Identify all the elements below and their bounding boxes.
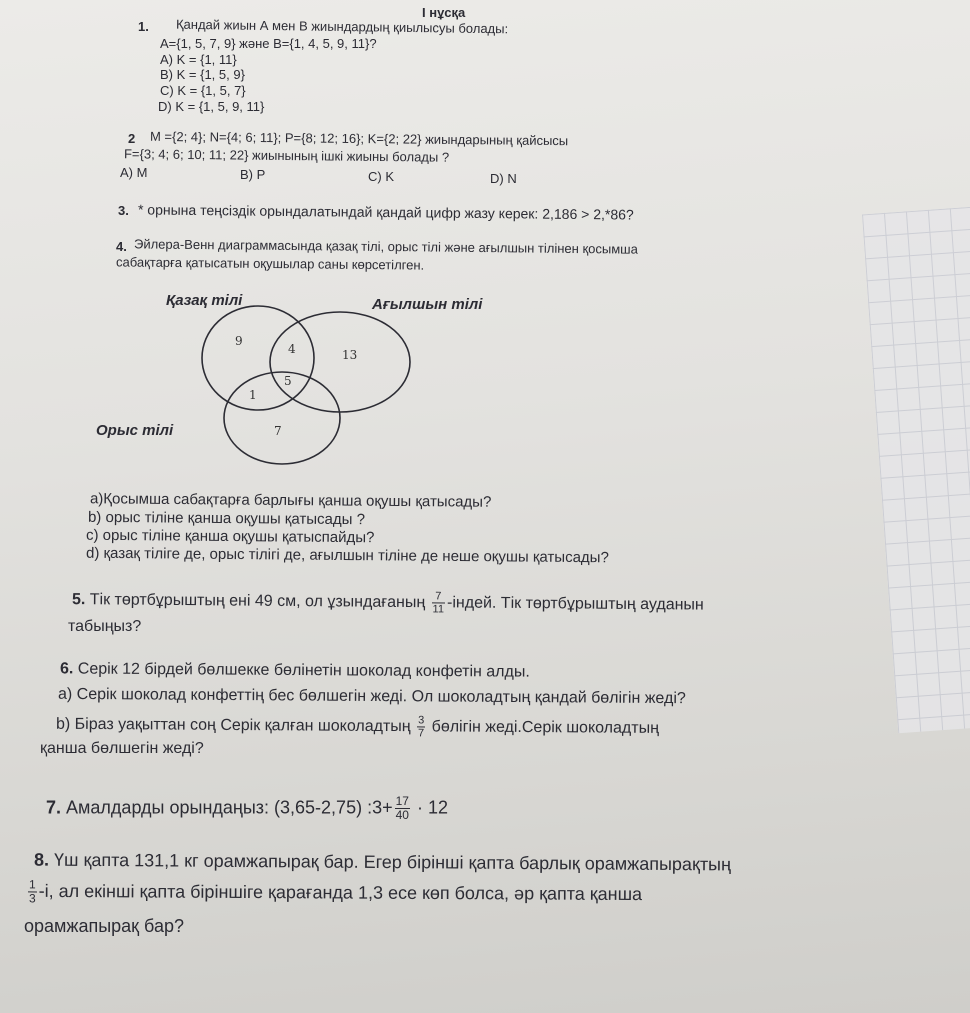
q7-text-post: · 12	[416, 797, 449, 818]
q1-option-b: B) K = {1, 5, 9}	[160, 67, 245, 82]
q6-fraction	[417, 714, 425, 739]
q1-number: 1.	[138, 19, 149, 34]
q1-option-c: C) K = {1, 5, 7}	[160, 83, 246, 98]
q5-text-pre: Тік төртбұрыштың ені 49 см, ол ұзындағаның	[89, 591, 426, 612]
q5-fraction	[432, 590, 446, 615]
venn-label-russian: Орыс тілі	[96, 422, 174, 439]
venn-count-russian-only: 7	[274, 424, 282, 438]
q6-part-b-post: бөлігін жеді.Серік шоколадтың	[431, 718, 660, 737]
venn-circles	[190, 300, 420, 480]
venn-count-kazakh-only: 9	[235, 334, 243, 348]
q4-number: 4.	[116, 239, 127, 254]
venn-count-english-only: 13	[342, 348, 358, 362]
q8-number: 8.	[33, 849, 50, 870]
q6-number: 6.	[59, 660, 74, 678]
q6-part-b-pre: b) Біраз уақыттан соң Серік қалған шоколадтың	[55, 715, 411, 736]
q7-fraction-numerator: 17	[395, 794, 409, 808]
q8-line1	[34, 850, 731, 876]
q1-option-a: A) K = {1, 11}	[160, 52, 237, 67]
venn-diagram	[190, 300, 420, 480]
q8-line1-text: Үш қапта 131,1 кг орамжапырақ бар. Егер бірінші қапта барлық орамжапырақтың	[53, 849, 732, 875]
q1-option-d: D) K = {1, 5, 9, 11}	[158, 99, 265, 114]
q6-fraction-denominator: 7	[418, 727, 425, 740]
venn-count-kazakh-english: 4	[288, 342, 296, 356]
q1-sets: A={1, 5, 7, 9} және B={1, 4, 5, 9, 11}?	[160, 36, 377, 51]
q6-text: Серік 12 бірдей бөлшекке бөлінетін шоколад конфетін алды.	[77, 660, 530, 681]
q4-part-c: c) орыс тіліне қанша оқушы қатыспайды?	[85, 526, 375, 547]
q5-number: 5.	[71, 591, 86, 609]
venn-label-kazakh: Қазақ тілі	[166, 292, 243, 309]
q8-line2	[26, 878, 642, 909]
q2-option-b: B) P	[240, 167, 266, 182]
q2-number: 2	[128, 131, 136, 146]
q4-part-b: b) орыс тіліне қанша оқушы қатысады ?	[87, 508, 366, 529]
q2-option-a: A) M	[120, 165, 148, 180]
q4-line1: Эйлера-Венн диаграммасында қазақ тілі, орыс тілі және ағылшын тілінен қосымша	[133, 236, 638, 257]
q7-number: 7.	[46, 797, 62, 818]
circle-english	[270, 312, 410, 412]
q2-line1: M ={2; 4}; N={4; 6; 11}; P={8; 12; 16}; K={2; 22} жиындарының қайсысы	[149, 128, 569, 149]
q6-line1	[60, 660, 530, 682]
circle-russian	[224, 372, 340, 464]
q7-fraction-denominator: 40	[395, 808, 409, 823]
q8-line3: орамжапырақ бар?	[24, 916, 184, 936]
q2-option-c: C) K	[368, 169, 394, 184]
q6-part-a: а) Серік шоколад конфеттің бес бөлшегін жеді. Ол шоколадтың қандай бөлігін жеді?	[57, 685, 686, 708]
q8-fraction-numerator: 1	[29, 877, 36, 892]
q1-text: Қандай жиын А мен В жиындардың қиылысуы болады:	[175, 16, 509, 37]
q4-part-a: a)Қосымша сабақтарға барлығы қанша оқушы қатысады?	[89, 490, 492, 511]
q4-part-d: d) қазақ тіліге де, орыс тілігі де, ағылшын тіліне де неше оқушы қатысады?	[85, 544, 609, 567]
q3-number: 3.	[118, 203, 129, 218]
venn-count-all: 5	[284, 374, 292, 388]
q5-fraction-denominator: 11	[432, 603, 445, 616]
q7-text-pre: Амалдарды орындаңыз: (3,65-2,75) :3+	[66, 797, 393, 818]
q5-line1	[72, 587, 704, 618]
q6-part-b-line2: қанша бөлшегін жеді?	[40, 740, 204, 757]
q5-text-post: -індей. Тік төртбұрыштың ауданын	[446, 594, 704, 614]
q2-option-d: D) N	[490, 171, 517, 186]
q6-fraction-numerator: 3	[418, 714, 425, 727]
q5-line2: табыңыз?	[68, 618, 142, 635]
q4-line2: сабақтарға қатысатын оқушылар саны көрсетілген.	[115, 254, 425, 273]
variant-title: I нұсқа	[422, 5, 466, 20]
q7-line	[46, 795, 448, 822]
q8-fraction	[28, 878, 37, 905]
q2-line2: F={3; 4; 6; 10; 11; 22} жиынының ішкі жиыны болады ?	[123, 146, 450, 165]
q6-part-b	[56, 712, 659, 741]
q8-fraction-denominator: 3	[28, 891, 36, 906]
q5-fraction-numerator: 7	[432, 590, 446, 603]
q7-fraction	[395, 795, 410, 822]
venn-count-kazakh-russian: 1	[249, 388, 257, 402]
q3-text: * орнына теңсіздік орындалатындай қандай цифр жазу керек: 2,186 > 2,*86?	[137, 201, 634, 223]
q8-line2-text: -і, ал екінші қапта біріншіге қарағанда 1,3 есе көп болса, әр қапта қанша	[38, 880, 643, 905]
venn-label-english: Ағылшын тілі	[372, 296, 483, 313]
